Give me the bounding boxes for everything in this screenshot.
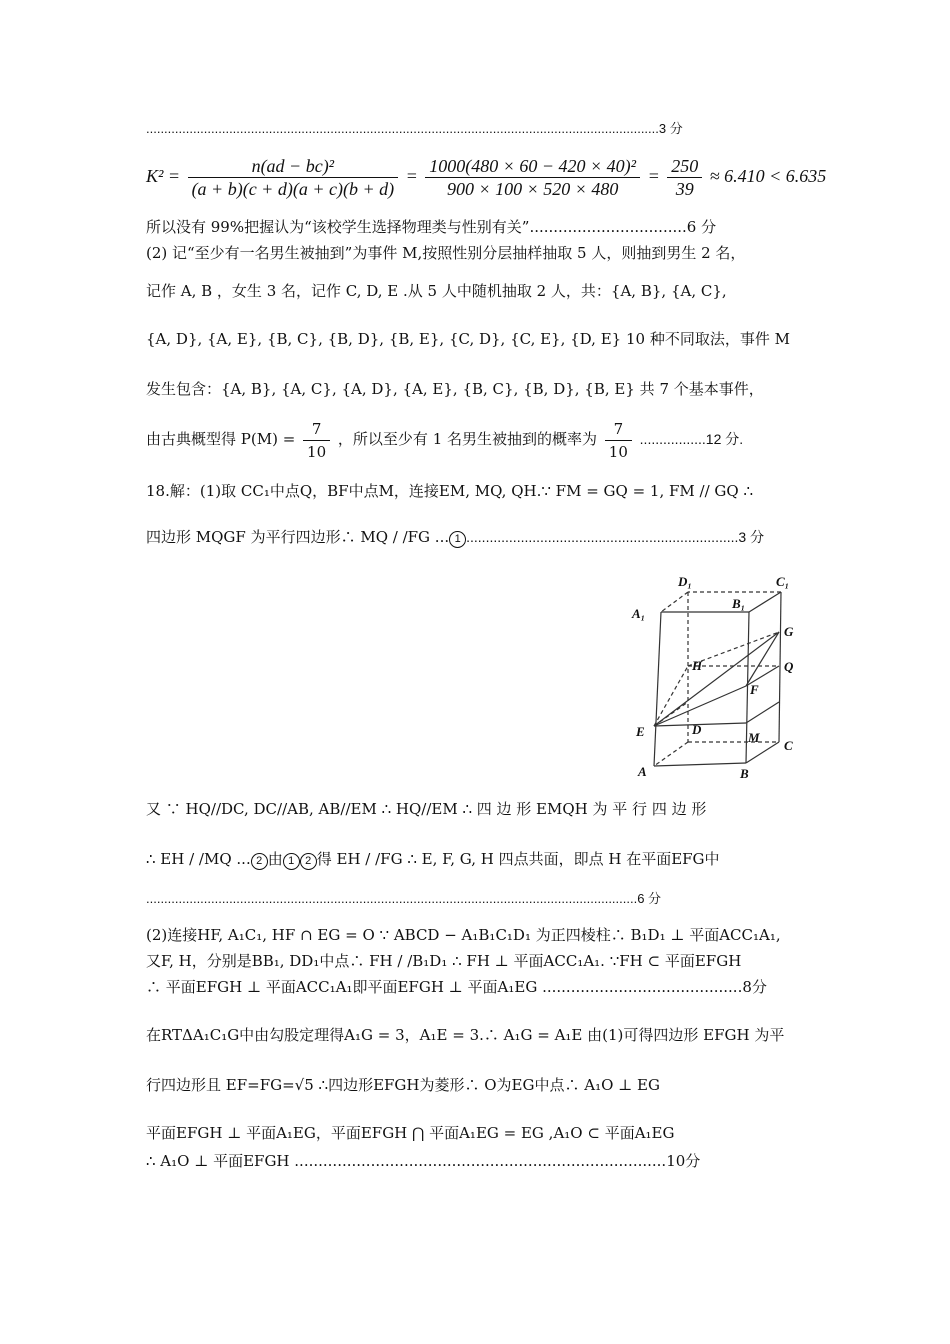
chi-square-formula xyxy=(146,148,827,204)
probability-fraction xyxy=(303,418,330,463)
conclusion-line: 所以没有 99%把握认为“该校学生选择物理类与性别有关”.................................6 分 xyxy=(146,218,717,236)
plane-line-1: 平面EFGH ⊥ 平面A₁EG，平面EFGH ⋂ 平面A₁EG = EG ,A₁O ⊂ 平面A₁EG xyxy=(146,1124,675,1142)
circled-one: 1 xyxy=(283,853,300,870)
coplanar-from: 由 xyxy=(267,850,283,868)
sample-listing-line-1: 记作 A, B ，女生 3 名，记作 C, D, E .从 5 人中随机抽取 2 人，共：{A, B}, {A, C}, xyxy=(146,282,727,300)
score-12: .................12 分. xyxy=(639,431,744,447)
label-A: A xyxy=(638,764,647,779)
parallelogram-text: 四边形 MQGF 为平行四边形∴ MQ / /FG ... xyxy=(146,528,450,546)
probability-middle: ，所以至少有 1 名男生被抽到的概率为 xyxy=(337,430,598,448)
label-C: C xyxy=(784,738,793,753)
formula-fraction-3 xyxy=(667,155,702,200)
probability-prefix: 由古典概型得 P(M) = xyxy=(146,430,296,448)
score-line-6: ........................................................................................................................................6 分 xyxy=(146,891,662,906)
score-line-3: ..............................................................................................................................................3 分 xyxy=(146,121,683,136)
equals-sign: = xyxy=(405,166,418,186)
label-G: G xyxy=(784,624,794,639)
circled-one: 1 xyxy=(449,531,466,548)
plane-line-2: ∴ A₁O ⊥ 平面EFGH ..............................................................................10分 xyxy=(146,1152,701,1170)
part2-intro-line: (2) 记“至少有一名男生被抽到”为事件 M,按照性别分层抽样抽取 5 人，则抽到男生 2 名， xyxy=(146,244,746,262)
equals-sign: = xyxy=(647,166,660,186)
circled-two: 2 xyxy=(251,853,268,870)
sample-listing-line-2: {A, D}, {A, E}, {B, C}, {B, D}, {B, E}, {C, D}, {C, E}, {D, E} 10 种不同取法，事件 M xyxy=(146,330,790,348)
coplanar-line xyxy=(146,848,806,870)
label-E: E xyxy=(636,724,645,739)
formula-fraction-2 xyxy=(425,155,640,200)
problem-18-line: 18.解：(1)取 CC₁中点Q，BF中点M，连接EM, MQ, QH.∵ FM = GQ = 1, FM // GQ ∴ xyxy=(146,482,754,500)
label-B1: B₁ xyxy=(732,596,746,611)
label-D1: D₁ xyxy=(678,574,692,589)
label-Q: Q xyxy=(784,659,794,674)
fraction-denominator: (a + b)(c + d)(a + c)(b + d) xyxy=(191,179,395,200)
part2-proof-line-2: 又F, H，分别是BB₁, DD₁中点∴ FH / /B₁D₁ ∴ FH ⊥ 平面ACC₁A₁. ∵FH ⊂ 平面EFGH xyxy=(146,952,742,970)
label-D: D xyxy=(692,722,702,737)
formula-tail: ≈ 6.410 < 6.635 xyxy=(709,166,827,186)
label-C1: C₁ xyxy=(776,574,790,589)
formula-lhs: K² = xyxy=(146,166,181,186)
label-M: M xyxy=(748,730,760,745)
fraction-denominator: 900 × 100 × 520 × 480 xyxy=(446,179,619,200)
part2-proof-line-1: (2)连接HF, A₁C₁, HF ∩ EG = O ∵ ABCD − A₁B₁C₁D₁ 为正四棱柱∴ B₁D₁ ⊥ 平面ACC₁A₁, xyxy=(146,926,781,944)
label-A1: A₁ xyxy=(632,606,646,621)
fraction-denominator: 10 xyxy=(307,442,327,461)
parallelogram-line xyxy=(146,526,806,548)
pythagoras-line: 在RTΔA₁C₁G中由勾股定理得A₁G = 3，A₁E = 3.∴ A₁G = A₁E 由(1)可得四边形 EFGH 为平 xyxy=(146,1026,785,1044)
fraction-denominator: 10 xyxy=(608,442,628,461)
probability-fraction-2 xyxy=(605,418,632,463)
fraction-numerator: 250 xyxy=(667,155,702,178)
formula-fraction-1 xyxy=(188,155,399,200)
event-listing-line: 发生包含：{A, B}, {A, C}, {A, D}, {A, E}, {B, C}, {B, D}, {B, E} 共 7 个基本事件， xyxy=(146,380,764,398)
rhombus-line: 行四边形且 EF=FG=√5 ∴四边形EFGH为菱形∴ O为EG中点∴ A₁O ⊥ EG xyxy=(146,1076,660,1094)
coplanar-prefix: ∴ EH / /MQ ... xyxy=(146,850,251,868)
fraction-numerator: n(ad − bc)² xyxy=(188,155,399,178)
circled-two: 2 xyxy=(300,853,317,870)
fraction-numerator: 1000(480 × 60 − 420 × 40)² xyxy=(425,155,640,178)
part2-proof-line-3: ∴ 平面EFGH ⊥ 平面ACC₁A₁即平面EFGH ⊥ 平面A₁EG ..........................................8分 xyxy=(146,978,767,996)
label-B: B xyxy=(740,766,749,781)
prism-figure xyxy=(626,570,806,785)
parallel-proof-line: 又 ∵ HQ//DC, DC//AB, AB//EM ∴ HQ//EM ∴ 四 边 形 EMQH 为 平 行 四 边 形 xyxy=(146,800,707,818)
label-H: H xyxy=(692,658,703,673)
fraction-numerator: 7 xyxy=(303,418,330,441)
probability-line xyxy=(146,414,806,464)
label-F: F xyxy=(750,682,759,697)
fraction-denominator: 39 xyxy=(675,179,694,200)
coplanar-text: 得 EH / /FG ∴ E, F, G, H 四点共面，即点 H 在平面EFG中 xyxy=(316,850,720,868)
score-3: ......................................................................3 分 xyxy=(466,529,765,545)
fraction-numerator: 7 xyxy=(605,418,632,441)
